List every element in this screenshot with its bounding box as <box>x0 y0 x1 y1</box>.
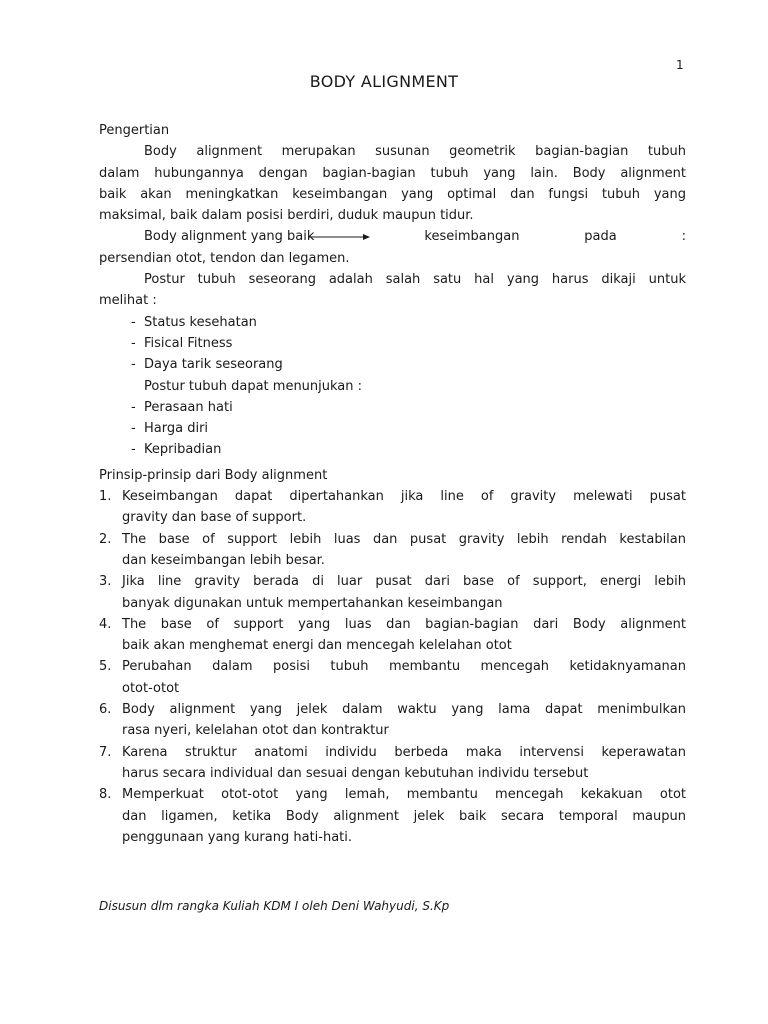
paragraph-line: Body alignment merupakan susunan geometrik bagian-bagian tubuh <box>144 144 686 160</box>
paragraph-line: dalam hubungannya dengan bagian-bagian tubuh yang lain. Body alignment <box>99 165 686 181</box>
item-number: 1. <box>99 489 112 505</box>
arrow-lead-text: Body alignment yang baik <box>144 229 315 245</box>
item-line: dan keseimbangan lebih besar. <box>122 552 325 568</box>
list-item-text: Perasaan hati <box>144 399 233 415</box>
list-item <box>99 333 686 354</box>
footer-credit: Disusun dlm rangka Kuliah KDM I oleh Deni Wahyudi, S.Kp <box>99 899 450 913</box>
numbered-item <box>99 529 686 572</box>
item-line: Karena struktur anatomi individu berbeda maka intervensi keperawatan <box>122 744 686 760</box>
item-line: gravity dan base of support. <box>122 510 307 526</box>
item-line: Jika line gravity berada di luar pusat dari base of support, energi lebih <box>122 574 686 590</box>
paragraph-posture <box>99 269 686 312</box>
section-heading-pengertian: Pengertian <box>99 123 170 138</box>
arrow-line <box>99 226 686 247</box>
paragraph-line: baik akan meningkatkan keseimbangan yang optimal dan fungsi tubuh yang <box>99 186 686 202</box>
item-number: 4. <box>99 616 112 632</box>
numbered-item <box>99 656 686 699</box>
bullet-list-1 <box>99 312 686 376</box>
numbered-item <box>99 571 686 614</box>
item-number: 7. <box>99 744 112 760</box>
numbered-item <box>99 784 686 848</box>
paragraph-line: Postur tubuh seseorang adalah salah satu hal yang harus dikaji untuk <box>144 272 686 288</box>
document-title: BODY ALIGNMENT <box>309 72 459 91</box>
list-item-text: Kepribadian <box>144 442 222 458</box>
dash-bullet: - <box>131 335 136 351</box>
item-line: harus secara individual dan sesuai dengan kebutuhan individu tersebut <box>122 765 589 781</box>
dash-bullet: - <box>131 314 136 330</box>
numbered-item <box>99 699 686 742</box>
item-line: The base of support lebih luas dan pusat gravity lebih rendah kestabilan <box>122 531 686 547</box>
item-line: Body alignment yang jelek dalam waktu yang lama dapat menimbulkan <box>122 702 686 718</box>
paragraph-line: persendian otot, tendon dan legamen. <box>99 250 350 266</box>
page-number: 1 <box>676 58 684 72</box>
dash-bullet: - <box>131 399 136 415</box>
item-number: 8. <box>99 787 112 803</box>
bullet-list-2 <box>99 397 686 461</box>
list-item <box>99 439 686 460</box>
item-line: banyak digunakan untuk mempertahankan keseimbangan <box>122 595 503 611</box>
item-number: 2. <box>99 531 112 547</box>
numbered-item <box>99 742 686 785</box>
item-number: 5. <box>99 659 112 675</box>
dash-bullet: - <box>131 442 136 458</box>
arrow-trailing-words <box>370 226 686 247</box>
list-item-text: Status kesehatan <box>144 314 257 330</box>
item-line: The base of support yang luas dan bagian-bagian dari Body alignment <box>122 616 686 632</box>
sub-heading-line: Postur tubuh dapat menunjukan : <box>144 378 363 394</box>
numbered-item <box>99 614 686 657</box>
item-line: otot-otot <box>122 680 180 696</box>
item-line: rasa nyeri, kelelahan otot dan kontraktur <box>122 723 389 739</box>
word: pada <box>584 229 617 245</box>
list-item <box>99 418 686 439</box>
word: keseimbangan <box>424 229 520 245</box>
dash-bullet: - <box>131 421 136 437</box>
paragraph-definition <box>99 141 686 226</box>
word: : <box>681 229 686 245</box>
item-line: penggunaan yang kurang hati-hati. <box>122 829 353 845</box>
item-line: Keseimbangan dapat dipertahankan jika line of gravity melewati pusat <box>122 489 686 505</box>
paragraph-line: maksimal, baik dalam posisi berdiri, duduk maupun tidur. <box>99 208 474 224</box>
dash-bullet: - <box>131 357 136 373</box>
item-number: 3. <box>99 574 112 590</box>
numbered-list <box>99 486 686 848</box>
list-item <box>99 312 686 333</box>
document-body <box>99 120 686 848</box>
list-item <box>99 397 686 418</box>
paragraph-arrow <box>99 226 686 269</box>
numbered-item <box>99 486 686 529</box>
item-line: Memperkuat otot-otot yang lemah, membantu mencegah kekakuan otot <box>122 787 686 803</box>
section-heading-prinsip: Prinsip-prinsip dari Body alignment <box>99 467 328 483</box>
item-line: baik akan menghemat energi dan mencegah kelelahan otot <box>122 638 512 654</box>
list-item-text: Daya tarik seseorang <box>144 357 283 373</box>
item-line: dan ligamen, ketika Body alignment jelek baik secara temporal maupun <box>122 808 686 824</box>
item-line: Perubahan dalam posisi tubuh membantu mencegah ketidaknyamanan <box>122 659 686 675</box>
list-item-text: Harga diri <box>144 421 209 437</box>
paragraph-line: melihat : <box>99 293 157 309</box>
list-item <box>99 354 686 375</box>
list-item-text: Fisical Fitness <box>144 335 233 351</box>
item-number: 6. <box>99 702 112 718</box>
arrow-right-icon <box>308 232 370 242</box>
